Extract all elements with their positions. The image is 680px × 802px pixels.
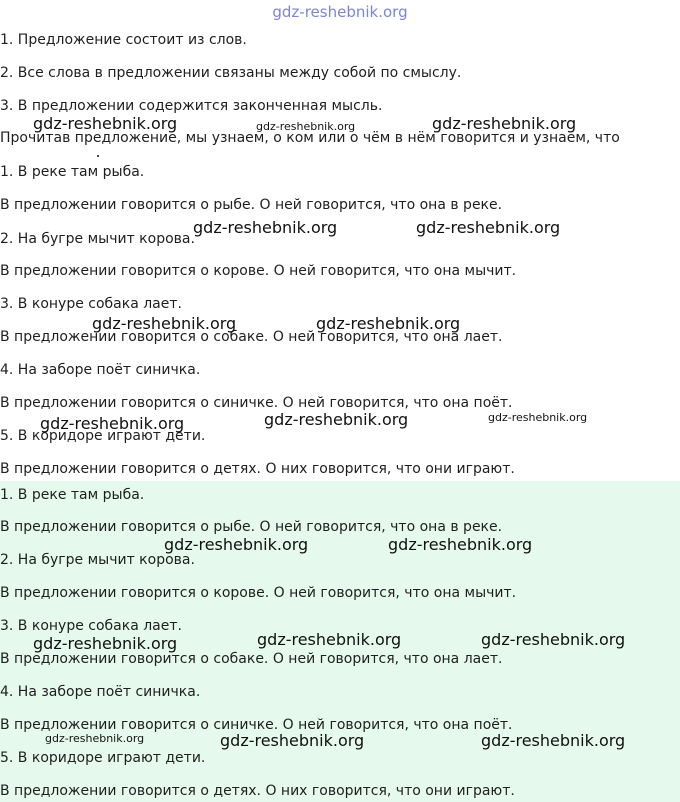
watermark: gdz-reshebnik.org xyxy=(33,114,178,133)
rule-line: 3. В предложении содержится законченная мысль. xyxy=(0,98,383,114)
watermark: gdz-reshebnik.org xyxy=(92,314,237,333)
example-analysis: В предложении говорится о синичке. О ней говорится, что она поёт. xyxy=(0,395,513,411)
watermark: gdz-reshebnik.org xyxy=(488,411,588,424)
header-watermark: gdz-reshebnik.org xyxy=(272,3,408,21)
watermark: gdz-reshebnik.org xyxy=(45,732,145,745)
answer-analysis: В предложении говорится о рыбе. О ней говорится, что она в реке. xyxy=(0,519,503,535)
answer-sentence: 2. На бугре мычит корова. xyxy=(0,552,195,568)
watermark: gdz-reshebnik.org xyxy=(388,535,533,554)
watermark: gdz-reshebnik.org xyxy=(257,630,402,649)
watermark: gdz-reshebnik.org xyxy=(481,731,626,750)
example-sentence: 3. В конуре собака лает. xyxy=(0,296,182,312)
example-analysis: В предложении говорится о рыбе. О ней говорится, что она в реке. xyxy=(0,197,503,213)
watermark: gdz-reshebnik.org xyxy=(256,120,356,133)
dot-mark xyxy=(97,155,99,157)
answer-analysis: В предложении говорится о детях. О них говорится, что они играют. xyxy=(0,783,515,799)
example-analysis: В предложении говорится о собаке. О ней говорится, что она лает. xyxy=(0,329,503,345)
answer-sentence: 5. В коридоре играют дети. xyxy=(0,750,206,766)
answer-sentence: 1. В реке там рыба. xyxy=(0,487,145,503)
answer-sentence: 4. На заборе поёт синичка. xyxy=(0,684,201,700)
example-sentence: 5. В коридоре играют дети. xyxy=(0,428,206,444)
watermark: gdz-reshebnik.org xyxy=(416,218,561,237)
example-sentence: 2. На бугре мычит корова. xyxy=(0,231,195,247)
answer-analysis: В предложении говорится о корове. О ней говорится, что она мычит. xyxy=(0,585,517,601)
lead-text: Прочитав предложение, мы узнаем, о ком или о чём в нём говорится и узнаем, что xyxy=(0,130,620,146)
rule-line: 2. Все слова в предложении связаны между собой по смыслу. xyxy=(0,65,462,81)
example-sentence: 1. В реке там рыба. xyxy=(0,164,145,180)
watermark: gdz-reshebnik.org xyxy=(432,114,577,133)
watermark: gdz-reshebnik.org xyxy=(316,314,461,333)
watermark: gdz-reshebnik.org xyxy=(193,218,338,237)
example-sentence: 4. На заборе поёт синичка. xyxy=(0,362,201,378)
example-analysis: В предложении говорится о корове. О ней говорится, что она мычит. xyxy=(0,263,517,279)
watermark: gdz-reshebnik.org xyxy=(33,634,178,653)
watermark: gdz-reshebnik.org xyxy=(264,410,409,429)
answer-analysis: В предложении говорится о собаке. О ней говорится, что она лает. xyxy=(0,651,503,667)
answer-sentence: 3. В конуре собака лает. xyxy=(0,618,182,634)
answer-analysis: В предложении говорится о синичке. О ней говорится, что она поёт. xyxy=(0,717,513,733)
rule-line: 1. Предложение состоит из слов. xyxy=(0,32,247,48)
watermark: gdz-reshebnik.org xyxy=(220,731,365,750)
watermark: gdz-reshebnik.org xyxy=(164,535,309,554)
watermark: gdz-reshebnik.org xyxy=(40,414,185,433)
watermark: gdz-reshebnik.org xyxy=(481,630,626,649)
example-analysis: В предложении говорится о детях. О них говорится, что они играют. xyxy=(0,461,515,477)
